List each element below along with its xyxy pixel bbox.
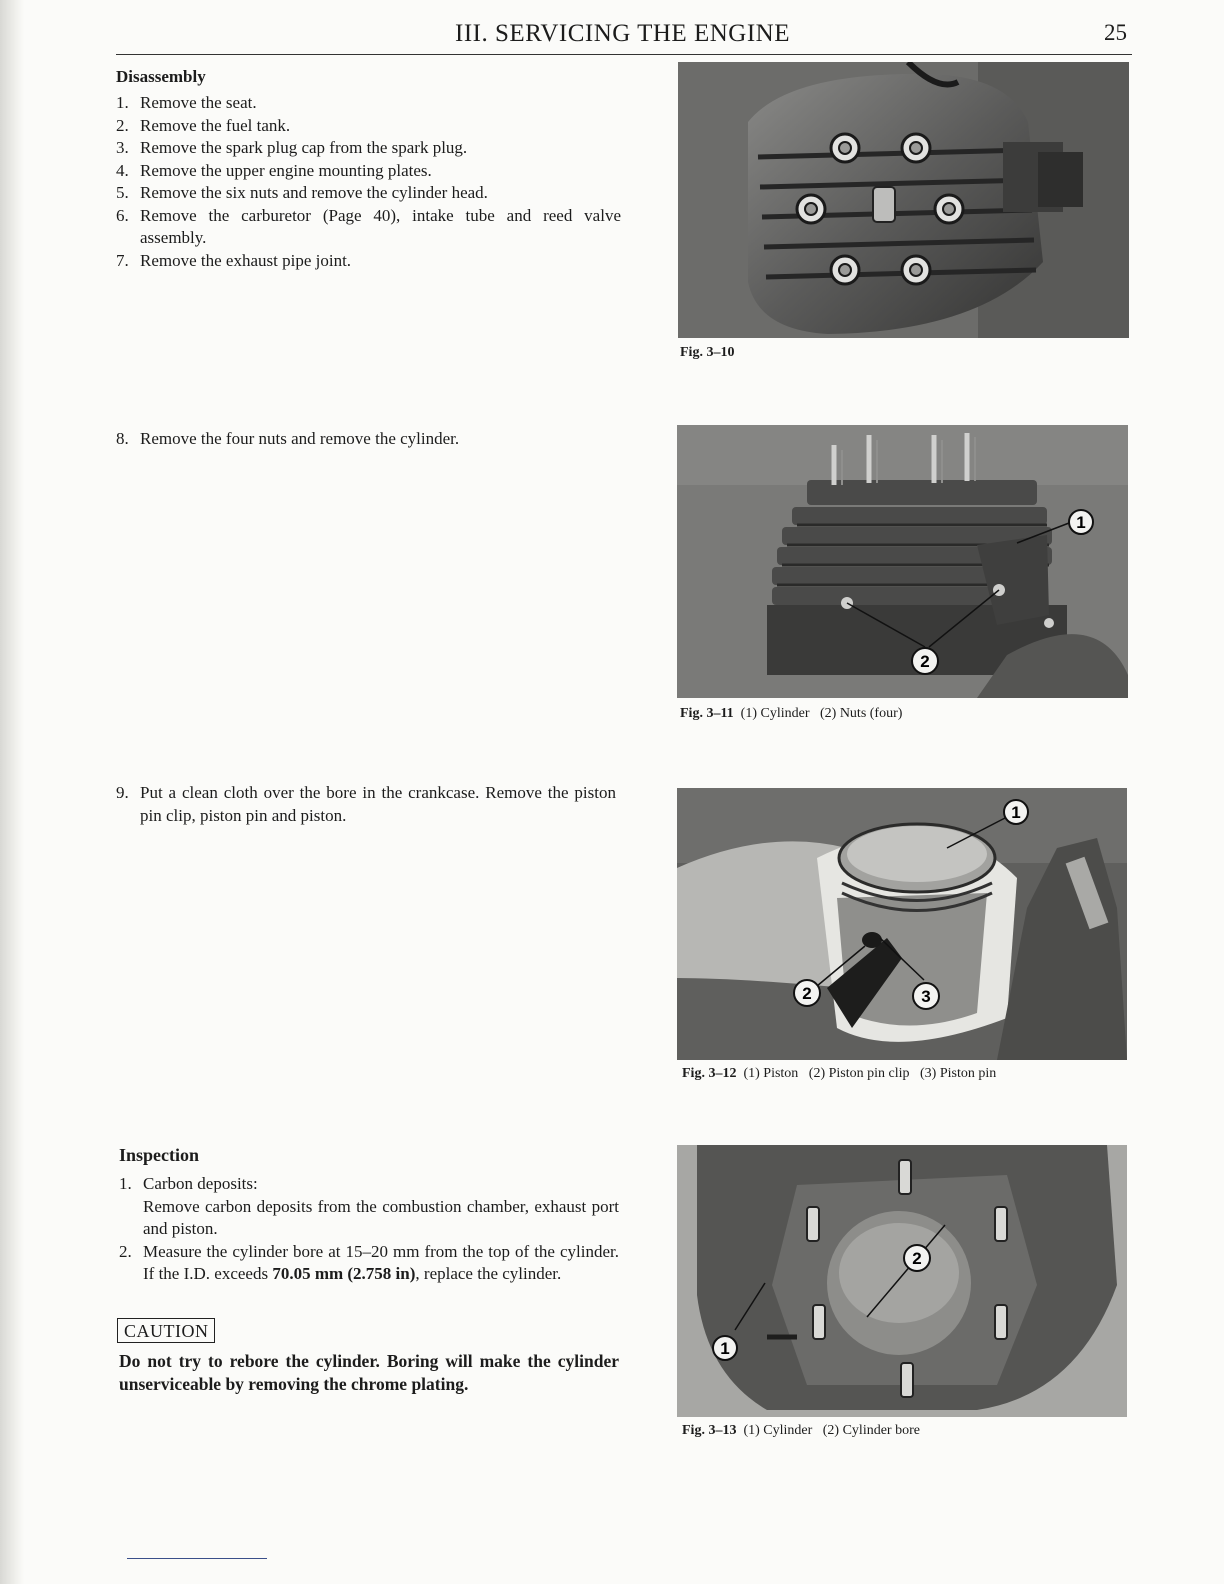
figure-caption: Fig. 3–11 (1) Cylinder (2) Nuts (four): [680, 706, 903, 721]
callout-1: 1: [720, 1339, 730, 1358]
list-item: 7. Remove the exhaust pipe joint.: [116, 250, 352, 270]
callout-1: 1: [1076, 513, 1086, 532]
figure-caption: Fig. 3–10: [680, 345, 735, 360]
list-item: 6. Remove the carburetor (Page 40), intake tube and reed valve assembly.: [116, 205, 621, 247]
list-item: Remove carbon deposits from the combustion chamber, exhaust port and piston.: [143, 1196, 619, 1238]
list-item: 9. Put a clean cloth over the bore in the crankcase. Remove the piston pin clip, piston pin and piston.: [116, 783, 616, 825]
list-item: 4. Remove the upper engine mounting plates.: [116, 160, 432, 180]
callout-2: 2: [912, 1249, 922, 1268]
header-rule: [116, 54, 1132, 55]
list-item: 1. Remove the seat.: [116, 93, 257, 112]
figure-caption: Fig. 3–13 (1) Cylinder (2) Cylinder bore: [682, 1423, 920, 1438]
inspection-steps: [119, 1173, 619, 1286]
callout-1: 1: [1011, 803, 1021, 822]
photo-cylinder-bore: [677, 1145, 1127, 1417]
caution-label: CAUTION: [117, 1318, 215, 1343]
callout-2: 2: [802, 984, 812, 1003]
list-item: 3. Remove the spark plug cap from the spark plug.: [116, 138, 468, 157]
disassembly-heading: Disassembly: [116, 67, 206, 86]
photo-cylinder-head: [678, 62, 1129, 338]
page-number: 25: [1104, 20, 1127, 45]
list-item: 5. Remove the six nuts and remove the cylinder head.: [116, 183, 488, 202]
photo-piston: [677, 788, 1127, 1060]
photo-cylinder: [677, 425, 1128, 698]
disassembly-step-8: [116, 428, 621, 451]
list-item: 2. Remove the fuel tank.: [116, 115, 291, 135]
running-header: III. SERVICING THE ENGINE: [455, 20, 790, 47]
list-item: 1. Carbon deposits:: [119, 1174, 258, 1193]
list-item: 2. Measure the cylinder bore at 15–20 mm from the top of the cylinder. If the I.D. exceeds 70.05 mm (2.758 in), replace the cylinder.: [119, 1241, 619, 1283]
caution-text: Do not try to rebore the cylinder. Boring will make the cylinder unserviceable by removing the chrome plating.: [119, 1351, 619, 1394]
disassembly-steps-1-7: [116, 92, 621, 272]
figure-caption: Fig. 3–12 (1) Piston (2) Piston pin clip (3) Piston pin: [682, 1066, 997, 1081]
callout-2: 2: [920, 652, 930, 671]
callout-3: 3: [921, 987, 931, 1006]
disassembly-step-9: [116, 782, 616, 827]
bore-limit-value: 70.05 mm (2.758 in): [272, 1264, 416, 1283]
footer-rule: [127, 1558, 267, 1559]
page-binding-shadow: [0, 0, 24, 1584]
list-item: 8. Remove the four nuts and remove the cylinder.: [116, 429, 460, 448]
inspection-heading: Inspection: [119, 1145, 200, 1165]
